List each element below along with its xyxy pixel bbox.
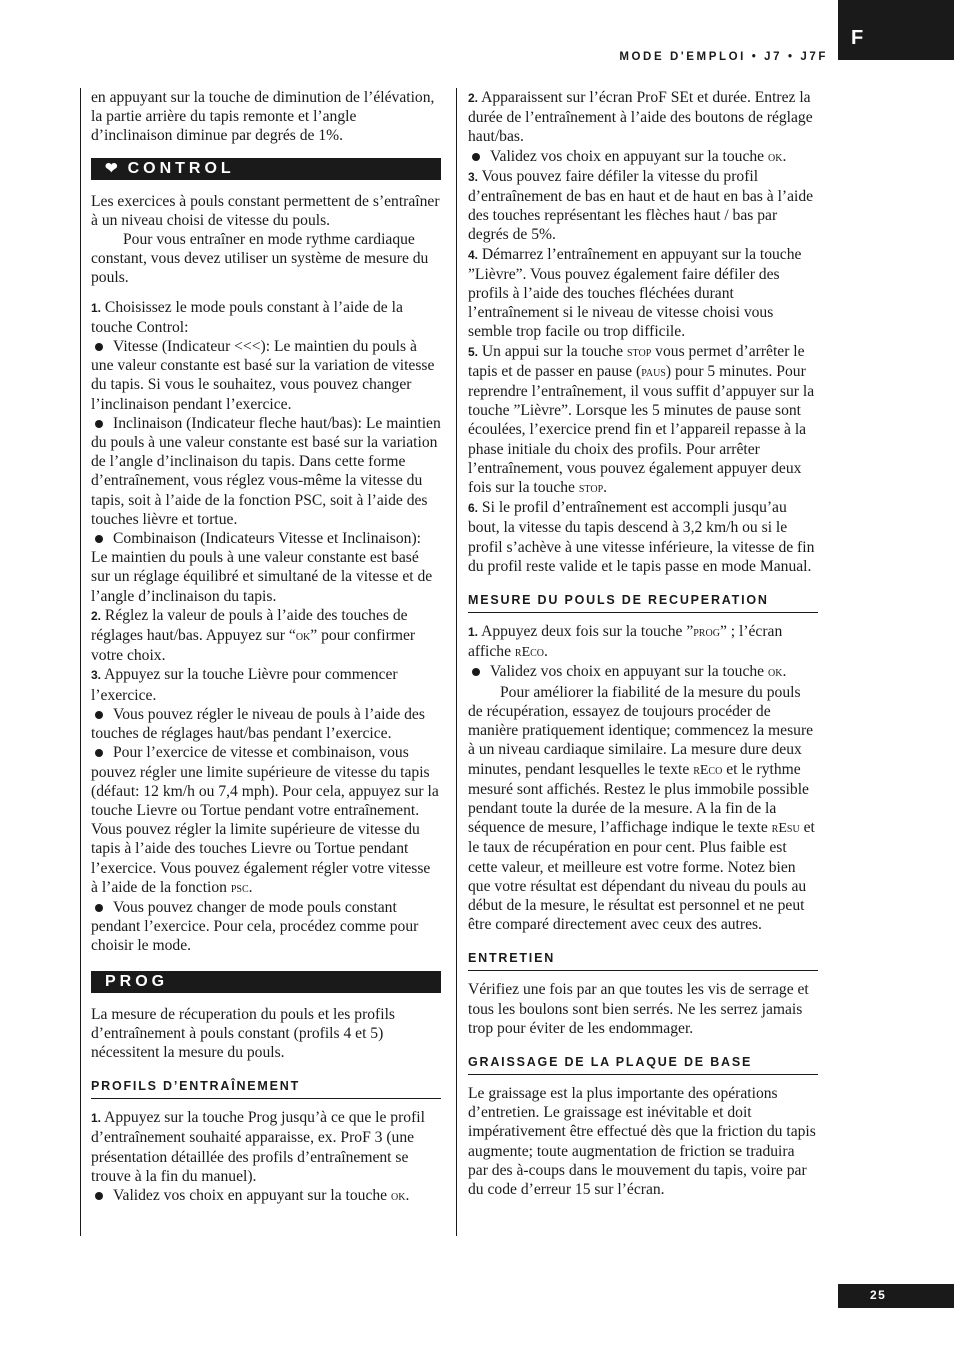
- bullet-icon: [95, 343, 103, 351]
- bullet-item: Vous pouvez changer de mode pouls constant pendant l’exercice. Pour cela, procédez comme pour choisir le mode.: [91, 898, 419, 955]
- step-number: 6.: [468, 501, 479, 516]
- graissage-paragraph: Le graissage est la plus importante des opérations d’entretien. Le graissage est inévitable et doit impérativement être effectué dès que la friction du tapis augmente; toute augmentation de friction se traduira par des à-coups dans le mouvement du tapis, voire par du code d’erreur 15 sur l’écran.: [468, 1084, 816, 1198]
- column-divider-rule: [456, 88, 457, 1236]
- bullet-item: Vous pouvez régler le niveau de pouls à l’aide des touches de réglages haut/bas pendant l’exercice.: [91, 705, 425, 743]
- bullet-item: Validez vos choix en appuyant sur la touche ok.: [468, 147, 818, 167]
- graissage-heading: GRAISSAGE DE LA PLAQUE DE BASE: [468, 1054, 818, 1075]
- step-number: 1.: [91, 300, 102, 315]
- bullet-icon: [472, 668, 480, 676]
- prog-title: PROG: [105, 972, 169, 990]
- bullet-icon: [95, 420, 103, 428]
- step: 1. Choisissez le mode pouls constant à l’aide de la touche Control:: [91, 298, 403, 336]
- control-section-bar: [91, 158, 441, 180]
- bullet-item: Validez vos choix en appuyant sur la touche ok.: [468, 662, 818, 682]
- step: 3. Appuyez sur la touche Lièvre pour commencer l’exercice.: [91, 666, 398, 704]
- language-tab: [838, 0, 954, 60]
- left-column: [91, 88, 441, 1206]
- intro-paragraph: en appuyant sur la touche de diminution de l’élévation, la partie arrière du tapis remonte et l’angle d’inclinaison diminue par degrés de 1%.: [91, 89, 435, 145]
- profils-heading: PROFILS D’ENTRAÎNEMENT: [91, 1078, 441, 1099]
- control-title: CONTROL: [127, 160, 235, 177]
- bullet-icon: [95, 749, 103, 757]
- left-margin-rule: [80, 88, 81, 1236]
- step-number: 1.: [468, 625, 479, 640]
- running-head: MODE D'EMPLOI • J7 • J7F: [619, 51, 828, 63]
- entretien-heading: ENTRETIEN: [468, 950, 818, 971]
- bullet-item: Vitesse (Indicateur <<<): Le maintien du pouls à une valeur constante est basé sur la variation de vitesse du tapis. Si vous le souhaitez, vous pouvez changer l’inclinaison pendant l’exercice.: [91, 338, 435, 413]
- bullet-icon: [95, 904, 103, 912]
- step: 1. Appuyez sur la touche Prog jusqu’à ce que le profil d’entraînement souhaité apparaisse, ex. ProF 3 (une présentation détaillée des profils d’entraînement se trouve à la fin du manuel).: [91, 1109, 425, 1185]
- bullet-icon: [95, 711, 103, 719]
- step-number: 2.: [468, 91, 479, 105]
- control-paragraph: Pour vous entraîner en mode rythme cardiaque constant, vous devez utiliser un système de mesure du pouls.: [91, 231, 429, 287]
- prog-section-bar: [91, 971, 441, 993]
- step: 3. Vous pouvez faire défiler la vitesse du profil d’entraînement de bas en haut et de haut en bas à l’aide des touches représentant les flèches haut / bas par degrés de 5%.: [468, 167, 814, 244]
- bullet-icon: [95, 535, 103, 543]
- bullet-item: Inclinaison (Indicateur fleche haut/bas): Le maintien du pouls à une valeur constante est basé sur la variation de l’angle d’inclinaison du tapis. Dans cette forme d’entraînement, vous réglez vous-même la vitesse du tapis, soit à l’aide de la fonction PSC, soit à l’aide des touches lièvre et tortue.: [91, 414, 441, 528]
- step: 2. Apparaissent sur l’écran ProF SEt et durée. Entrez la durée de l’entraînement à l’aide des boutons de réglage haut/bas.: [468, 89, 813, 146]
- bullet-icon: [472, 153, 480, 161]
- control-paragraph: Les exercices à pouls constant permettent de s’entraîner à un niveau choisi de vitesse du pouls.: [91, 192, 440, 229]
- recuperation-paragraph: Pour améliorer la fiabilité de la mesure du pouls de récupération, essayez de toujours procéder de manière pratiquement identique; commencez la mesure à un niveau cardiaque similaire. La mesure dure deux minutes, pendant lesquelles le texte rEco et le rythme mesuré sont affichés. Restez le plus immobile possible pendant toute la durée de la mesure. A la fin de la séquence de mesure, l’affichage indique le texte rEsu et le taux de récupération en pour cent. Plus faible est cette valeur, et meilleure est votre forme. Notez bien que votre résultat est dépendant du niveau du pouls au début de la mesure, le résultat est personnel et ne peut être comparé directement avec ceux des autres.: [468, 683, 815, 934]
- bullet-item: Combinaison (Indicateurs Vitesse et Inclinaison): Le maintien du pouls à une valeur constante est basé sur un réglage équilibré et simultané de la vitesse et de l’angle d’inclinaison du tapis.: [91, 530, 433, 605]
- entretien-paragraph: Vérifiez une fois par an que toutes les vis de serrage et tous les boulons sont bien serrés. Ne les serrez jamais trop pour éviter de les endommager.: [468, 981, 809, 1037]
- page-number: 25: [870, 1288, 887, 1302]
- step: 2. Réglez la valeur de pouls à l’aide des touches de réglages haut/bas. Appuyez sur “ok” pour confirmer votre choix.: [91, 606, 416, 665]
- step: 5. Un appui sur la touche stop vous permet d’arrêter le tapis et de passer en pause (paus) pour 5 minutes. Pour reprendre l’entraînement, il vous suffit d’appuyer sur la touche ”Lièvre”. Lorsque les 5 minutes de pause sont écoulées, l’exercice prend fin et l’appareil repasse à la phase initiale du choix des profils. Pour arrêter l’entraînement, vous pouvez également appuyer deux fois sur la touche stop.: [468, 342, 815, 497]
- step-number: 4.: [468, 247, 479, 262]
- heart-icon: ❤: [105, 160, 118, 177]
- step: 1. Appuyez deux fois sur la touche ”prog” ; l’écran affiche rEco.: [468, 623, 783, 661]
- language-letter: F: [851, 27, 864, 49]
- step-number: 5.: [468, 344, 479, 359]
- bullet-item: Validez vos choix en appuyant sur la touche ok.: [91, 1186, 441, 1206]
- step-number: 3.: [91, 668, 102, 683]
- step: 4. Démarrez l’entraînement en appuyant sur la touche ”Lièvre”. Vous pouvez également faire défiler des profils à l’aide des touches fléchées durant l’entraînement si le niveau de vitesse choisi vous semble trop facile ou trop difficile.: [468, 245, 802, 341]
- prog-paragraph: La mesure de récuperation du pouls et les profils d’entraînement à pouls constant (profils 4 et 5) nécessitent la mesure du pouls.: [91, 1005, 395, 1061]
- step-number: 2.: [91, 608, 102, 623]
- page-number-tab: [838, 1284, 954, 1308]
- step: 6. Si le profil d’entraînement est accompli jusqu’au bout, la vitesse du tapis descend à 3,2 km/h ou si le profil s’achève à une vitesse inférieure, la vitesse de fin du profil reste valide et le tapis passe en mode Manual.: [468, 499, 815, 575]
- step-number: 1.: [91, 1111, 102, 1126]
- right-column: [468, 88, 818, 1199]
- step-number: 3.: [468, 169, 479, 184]
- bullet-icon: [95, 1192, 103, 1200]
- bullet-item: Pour l’exercice de vitesse et combinaison, vous pouvez régler une limite supérieure de vitesse du tapis (défaut: 12 km/h ou 7,4 mph). Pour cela, appuyez sur la touche Lievre ou Tortue pendant votre entraînement. Vous pouvez régler la limite supérieure de vitesse du tapis à l’aide des touches Lievre ou Tortue pendant l’exercice. Vous pouvez également régler votre vitesse à l’aide de la fonction psc.: [91, 744, 439, 896]
- recuperation-heading: MESURE DU POULS DE RECUPERATION: [468, 592, 818, 613]
